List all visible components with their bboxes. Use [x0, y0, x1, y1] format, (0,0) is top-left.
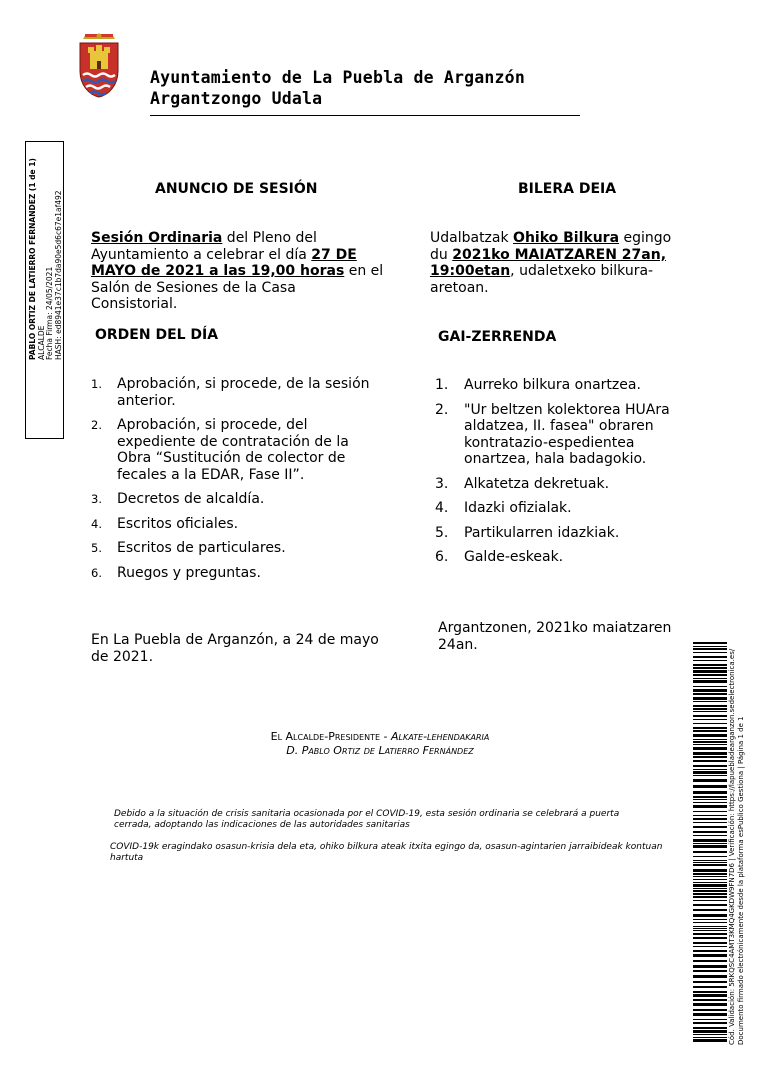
- barcode-bar: [693, 670, 727, 673]
- barcode-bar: [693, 646, 727, 647]
- barcode-bar: [693, 760, 727, 762]
- barcode-bar: [693, 876, 727, 877]
- spanish-agenda-title: ORDEN DEL DÍA: [95, 327, 219, 343]
- barcode-bar: [693, 904, 727, 906]
- barcode-bar: [693, 785, 727, 788]
- barcode-bar: [693, 739, 727, 740]
- stamp-date: Fecha Firma: 24/05/2021: [45, 266, 54, 360]
- barcode-bar: [693, 860, 727, 861]
- barcode-bar: [693, 802, 727, 803]
- barcode-bar: [693, 954, 727, 957]
- basque-title: BILERA DEIA: [518, 181, 617, 197]
- barcode-bar: [693, 756, 727, 758]
- barcode-bar: [693, 831, 727, 833]
- barcode-bar: [693, 775, 727, 776]
- barcode-bar: [693, 660, 727, 661]
- barcode-bar: [693, 933, 727, 935]
- barcode-bar: [693, 727, 727, 729]
- barcode-bar: [693, 744, 727, 745]
- barcode-bar: [693, 856, 727, 857]
- barcode-bar: [693, 667, 727, 669]
- signature-stamp: [25, 141, 64, 439]
- validation-line-2: Documento firmado electrónicamente desde la plataforma esPublico Gestiona | Página 1 de 1: [736, 716, 745, 1045]
- role-eu: Alkate-lehendakaria: [391, 730, 490, 743]
- role-es: El Alcalde-Presidente: [270, 730, 381, 743]
- barcode-bar: [693, 893, 727, 895]
- barcode-bar: [693, 922, 727, 923]
- barcode-bar: [693, 1030, 727, 1033]
- header-divider: [150, 115, 580, 116]
- barcode-bar: [693, 1013, 727, 1016]
- barcode-bar: [693, 741, 727, 743]
- barcode-bar: [693, 1039, 727, 1042]
- barcode-bar: [693, 900, 727, 901]
- barcode-bar: [693, 678, 727, 679]
- barcode-bar: [693, 1027, 727, 1029]
- barcode-bar: [693, 1003, 727, 1006]
- barcode-bar: [693, 765, 727, 767]
- barcode-bar: [693, 994, 727, 997]
- barcode-bar: [693, 942, 727, 944]
- barcode-bar: [693, 919, 727, 920]
- barcode-bar: [693, 779, 727, 782]
- barcode-bar: [693, 879, 727, 880]
- spanish-closing: En La Puebla de Arganzón, a 24 de mayo de 2021.: [91, 632, 379, 665]
- barcode-bar: [693, 674, 727, 676]
- header-line-1: Ayuntamiento de La Puebla de Arganzón: [150, 68, 525, 87]
- barcode-bar: [693, 734, 727, 737]
- barcode-bar: [693, 864, 727, 866]
- list-item: 2. "Ur beltzen kolektorea HUAra aldatzea, II. fasea" obraren kontratazio-espedientea onartzea, hala badagokio.: [435, 401, 670, 467]
- basque-closing: Argantzonen, 2021ko maiatzaren 24an.: [438, 620, 672, 653]
- barcode-bar: [693, 946, 727, 947]
- barcode-bar: [693, 711, 727, 712]
- barcode-bar: [693, 970, 727, 972]
- barcode-bar: [693, 975, 727, 978]
- barcode-bar: [693, 965, 727, 968]
- barcode-bar: [693, 937, 727, 939]
- barcode-bar: [693, 928, 727, 929]
- barcode-bar: [693, 664, 727, 666]
- barcode-bar: [693, 705, 727, 707]
- list-item: 4. Escritos oficiales.: [91, 515, 239, 532]
- barcode-bar: [693, 689, 727, 692]
- barcode-bar: [693, 719, 727, 720]
- spanish-intro: Sesión Ordinaria del Pleno del Ayuntamiento a celebrar el día 27 DE MAYO de 2021 a las 19,00 horas en el Salón de Sesiones de la Casa Consistorial.: [91, 230, 384, 312]
- barcode-bar: [693, 926, 727, 927]
- barcode-bar: [693, 862, 727, 863]
- spanish-agenda: [91, 376, 379, 581]
- barcode-bar: [693, 843, 727, 844]
- stamp-hash: HASH: ed8941e37c1b7da90e5d6c67e1af492: [53, 190, 63, 360]
- barcode-bar: [693, 873, 727, 875]
- barcode-bar: [693, 890, 727, 892]
- barcode-bar: [693, 697, 727, 700]
- covid-note-es: Debido a la situación de crisis sanitaria ocasionada por el COVID-19, esta sesión ordinaria se celebrará a puerta cerrada, adoptando las indicaciones de las autoridades sanitarias: [114, 809, 620, 830]
- barcode-bar: [693, 981, 727, 983]
- barcode-bar: [693, 1019, 727, 1020]
- list-item: 6. Ruegos y preguntas.: [91, 564, 261, 581]
- barcode-bar: [693, 986, 727, 988]
- signatory-name: D. Pablo Ortiz de Latierro Fernández: [286, 744, 474, 757]
- barcode-bar: [693, 882, 727, 883]
- basque-session-type: Ohiko Bilkura: [513, 230, 620, 246]
- barcode-bar: [693, 686, 727, 687]
- list-item: 5. Partikularren idazkiak.: [435, 524, 620, 541]
- barcode-bar: [693, 799, 727, 800]
- barcode-bar: [693, 701, 727, 702]
- spanish-session-date: 27 DE MAYO de 2021 a las 19,00 horas: [91, 246, 357, 279]
- list-item: 1. Aurreko bilkura onartzea.: [435, 377, 641, 393]
- barcode-bar: [693, 730, 727, 732]
- barcode-bar: [693, 1037, 727, 1038]
- list-item: 3. Alkatetza dekretuak.: [435, 475, 610, 492]
- barcode-bar: [693, 815, 727, 816]
- barcode-bar: [693, 680, 727, 683]
- barcode-bar: [693, 656, 727, 658]
- barcode-bar: [693, 769, 727, 770]
- barcode-bar: [693, 884, 727, 887]
- barcode-bar: [693, 693, 727, 695]
- barcode-bar: [693, 796, 727, 798]
- validation-barcode: [693, 642, 727, 1045]
- barcode-bar: [693, 715, 727, 717]
- list-item: 2. Aprobación, si procede, del expediente de contratación de la Obra “Sustitución de colector de fecales a la EDAR, Fase II”.: [91, 417, 349, 483]
- barcode-bar: [693, 869, 727, 872]
- barcode-bar: [693, 648, 727, 650]
- barcode-bar: [693, 950, 727, 952]
- barcode-bar: [693, 1022, 727, 1024]
- barcode-bar: [693, 811, 727, 812]
- list-item: 5. Escritos de particulares.: [91, 540, 286, 556]
- barcode-bar: [693, 805, 727, 808]
- barcode-bar: [693, 747, 727, 750]
- spanish-session-type: Sesión Ordinaria: [91, 230, 223, 246]
- barcode-bar: [693, 888, 727, 889]
- barcode-bar: [693, 708, 727, 710]
- stamp-signer: PABLO ORTIZ DE LATIERRO FERNANDEZ (1 de 1): [28, 158, 37, 360]
- barcode-bar: [693, 835, 727, 836]
- barcode-bar: [693, 909, 727, 911]
- barcode-bar: [693, 999, 727, 1001]
- basque-agenda-title: GAI-ZERRENDA: [438, 329, 557, 345]
- barcode-bar: [693, 1009, 727, 1011]
- barcode-bar: [693, 1034, 727, 1035]
- signature-block: El Alcalde-Presidente - Alkate-lehendakaria D. Pablo Ortiz de Latierro Fernández: [270, 730, 490, 757]
- basque-intro: Udalbatzak Ohiko Bilkura egingo du 2021ko MAIATZAREN 27an, 19:00etan, udaletxeko bilkura-aretoan.: [430, 230, 672, 296]
- list-item: 1. Aprobación, si procede, de la sesión anterior.: [91, 376, 370, 409]
- validation-text: [728, 648, 745, 1046]
- barcode-bar: [693, 851, 727, 853]
- barcode-bar: [693, 914, 727, 917]
- barcode-bar: [693, 930, 727, 931]
- barcode-bar: [693, 752, 727, 755]
- header-line-2: Argantzongo Udala: [150, 89, 323, 108]
- list-item: 4. Idazki ofizialak.: [435, 500, 572, 516]
- covid-note-eu: COVID-19k eragindako osasun-krisia dela eta, ohiko bilkura ateak itxita egingo da, osasun-agintarien jarraibideak kontuan hartuta: [110, 842, 663, 863]
- stamp-role: ALCALDE: [36, 325, 46, 360]
- municipality-header: [150, 67, 590, 109]
- barcode-bar: [693, 771, 727, 774]
- barcode-bar: [693, 822, 727, 823]
- basque-session-date: 2021ko MAIATZAREN 27an, 19:00etan: [430, 246, 667, 279]
- barcode-bar: [693, 642, 727, 644]
- barcode-bar: [693, 991, 727, 993]
- list-item: 3. Decretos de alcaldía.: [91, 491, 265, 507]
- barcode-bar: [693, 652, 727, 653]
- coat-of-arms-logo: [77, 33, 121, 99]
- barcode-bar: [693, 723, 727, 724]
- barcode-bar: [693, 839, 727, 842]
- validation-line-1: Cód. Validación: 5RKQSC4AMT3KMQ4GKDW9FN7D6 | Verificación: https://lapuebladearganzon.sedelectronica.es/: [728, 648, 736, 1045]
- barcode-bar: [693, 826, 727, 828]
- barcode-bar: [693, 791, 727, 794]
- list-item: 6. Galde-eskeak.: [435, 549, 564, 565]
- barcode-bar: [693, 960, 727, 962]
- barcode-bar: [693, 818, 727, 820]
- barcode-bar: [693, 845, 727, 848]
- barcode-bar: [693, 896, 727, 898]
- basque-agenda: [435, 377, 686, 566]
- spanish-title: ANUNCIO DE SESIÓN: [155, 181, 318, 197]
